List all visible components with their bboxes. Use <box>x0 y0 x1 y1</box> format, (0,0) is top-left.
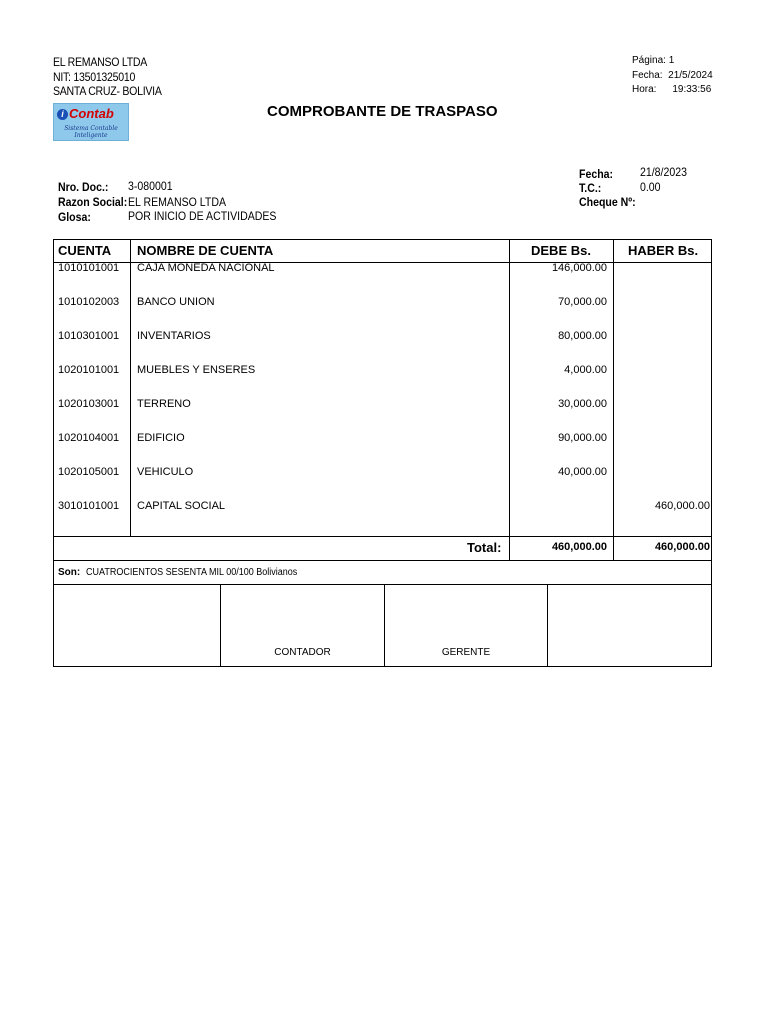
row-cuenta: 1010301001 <box>58 330 120 342</box>
row-debe: 30,000.00 <box>558 398 607 410</box>
row-cuenta: 1020101001 <box>58 364 120 376</box>
row-nombre: BANCO UNION <box>137 296 215 308</box>
row-cuenta: 1010101001 <box>58 262 120 274</box>
nro-doc-value: 3-080001 <box>128 179 173 193</box>
print-date-label: Fecha: <box>632 69 663 81</box>
razon-social-label: Razon Social: <box>58 195 128 209</box>
page-label: Página: <box>632 55 666 66</box>
row-haber: 460,000.00 <box>654 500 710 512</box>
tc-value: 0.00 <box>640 180 661 194</box>
page-number: 1 <box>668 55 675 66</box>
glosa-value: POR INICIO DE ACTIVIDADES <box>128 209 277 223</box>
tc-label: T.C.: <box>579 181 602 195</box>
company-info <box>53 55 176 99</box>
logo-brand: Contab <box>69 106 114 121</box>
razon-social-value: EL REMANSO LTDA <box>128 195 226 209</box>
document-title: COMPROBANTE DE TRASPASO <box>267 103 498 120</box>
page-info <box>632 54 713 98</box>
row-cuenta: 1020105001 <box>58 466 120 478</box>
fecha-value: 21/8/2023 <box>640 165 687 179</box>
row-cuenta: 3010101001 <box>58 500 120 512</box>
row-nombre: CAPITAL SOCIAL <box>137 500 226 512</box>
company-nit: NIT: 13501325010 <box>53 69 136 84</box>
logo-tagline-2: Inteligente <box>74 132 108 139</box>
header-haber: HABER Bs. <box>628 243 699 258</box>
row-cuenta: 1020103001 <box>58 398 120 410</box>
row-nombre: INVENTARIOS <box>137 330 211 342</box>
row-debe: 146,000.00 <box>551 262 607 274</box>
row-debe: 70,000.00 <box>558 296 607 308</box>
row-debe: 80,000.00 <box>558 330 607 342</box>
header-nombre: NOMBRE DE CUENTA <box>137 243 274 258</box>
contab-logo <box>53 103 129 141</box>
row-debe: 90,000.00 <box>558 432 607 444</box>
row-nombre: EDIFICIO <box>137 432 185 444</box>
row-nombre: VEHICULO <box>137 466 194 478</box>
son-value: CUATROCIENTOS SESENTA MIL 00/100 Bolivianos <box>85 567 298 578</box>
row-nombre: MUEBLES Y ENSERES <box>137 364 256 376</box>
print-date: 21/5/2024 <box>668 69 713 81</box>
glosa-label: Glosa: <box>58 210 91 224</box>
logo-tagline-1: Sistema Contable <box>64 125 118 132</box>
row-cuenta: 1020104001 <box>58 432 120 444</box>
cheque-label: Cheque Nº: <box>579 195 636 209</box>
row-cuenta: 1010102003 <box>58 296 120 308</box>
row-nombre: CAJA MONEDA NACIONAL <box>137 262 275 274</box>
fecha-label: Fecha: <box>579 167 614 181</box>
header-debe: DEBE Bs. <box>531 243 591 258</box>
info-icon: i <box>57 109 68 120</box>
company-name: EL REMANSO LTDA <box>53 55 148 69</box>
total-haber: 460,000.00 <box>654 541 710 553</box>
row-debe: 40,000.00 <box>558 466 607 478</box>
son-label: Son: <box>58 567 81 578</box>
signature-gerente: GERENTE <box>441 647 491 658</box>
row-nombre: TERRENO <box>137 398 191 410</box>
signature-contador: CONTADOR <box>274 647 331 658</box>
total-debe: 460,000.00 <box>551 541 607 553</box>
row-debe: 4,000.00 <box>564 364 607 376</box>
print-time: 19:33:56 <box>672 84 712 95</box>
total-label: Total: <box>467 540 502 555</box>
print-time-label: Hora: <box>632 84 657 95</box>
nro-doc-label: Nro. Doc.: <box>58 180 109 194</box>
company-city: SANTA CRUZ- BOLIVIA <box>53 84 162 98</box>
header-cuenta: CUENTA <box>58 243 112 258</box>
